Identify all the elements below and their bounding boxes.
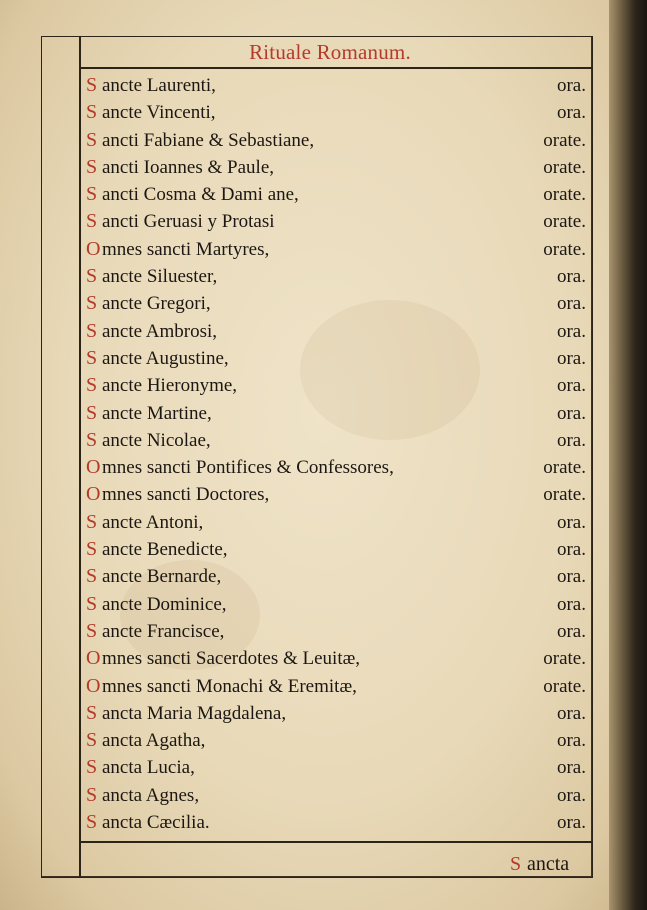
response-text: ora.	[556, 102, 586, 124]
response-text: ora.	[556, 347, 586, 369]
invocation-text: ancte Vincenti,	[102, 102, 216, 124]
invocation-text: ancti Fabiane & Sebastiane,	[102, 129, 315, 151]
response-text: ora.	[556, 812, 586, 834]
running-head: Rituale Romanum.	[249, 40, 411, 64]
rubric-initial: S	[86, 510, 98, 533]
litany-entry	[86, 782, 586, 809]
response-text: ora.	[556, 730, 586, 752]
rubric-initial: S	[86, 265, 98, 288]
invocation-text: ancti Ioannes & Paule,	[102, 156, 275, 178]
rubric-initial: S	[86, 619, 98, 642]
invocation-text: ancte Gregori,	[102, 293, 211, 315]
litany-entry	[86, 263, 586, 290]
rubric-initial: S	[86, 811, 98, 834]
response-text: orate.	[543, 184, 586, 206]
invocation-text: mnes sancti Doctores,	[102, 484, 270, 506]
litany-entry	[86, 290, 586, 317]
litany-entry	[86, 372, 586, 399]
litany-entry	[86, 236, 586, 263]
book-gutter	[609, 0, 647, 910]
litany-entry	[86, 536, 586, 563]
rubric-initial: S	[86, 592, 98, 615]
invocation-text: ancte Antoni,	[102, 511, 204, 533]
response-text: ora.	[556, 702, 586, 724]
invocation-text: ancti Geruasi y Protasi	[102, 211, 275, 233]
response-text: ora.	[556, 429, 586, 451]
invocation-text: ancte Martine,	[102, 402, 212, 424]
litany-entry	[86, 99, 586, 126]
catchword-initial: S	[510, 853, 522, 875]
rubric-initial: S	[86, 155, 98, 178]
litany-entry	[86, 318, 586, 345]
invocation-text: mnes sancti Monachi & Eremitæ,	[102, 675, 357, 697]
response-text: orate.	[543, 675, 586, 697]
rubric-initial: S	[86, 756, 98, 779]
invocation-text: mnes sancti Pontifices & Confessores,	[102, 457, 394, 479]
litany-entry	[86, 72, 586, 99]
invocation-text: ancte Augustine,	[102, 347, 229, 369]
response-text: ora.	[556, 566, 586, 588]
invocation-text: ancte Dominice,	[102, 593, 227, 615]
invocation-text: ancte Nicolae,	[102, 429, 211, 451]
response-text: orate.	[543, 156, 586, 178]
invocation-text: mnes sancti Sacerdotes & Leuitæ,	[102, 648, 361, 670]
rubric-initial: S	[86, 319, 98, 342]
rubric-initial: S	[86, 729, 98, 752]
rubric-initial: S	[86, 101, 98, 124]
rubric-initial: S	[86, 74, 98, 96]
rubric-initial: O	[86, 483, 101, 506]
rubric-initial: S	[86, 565, 98, 588]
invocation-text: mnes sancti Martyres,	[102, 238, 270, 260]
litany-entry	[86, 645, 586, 672]
invocation-text: ancte Hieronyme,	[102, 375, 238, 397]
litany-entry	[86, 754, 586, 781]
litany-list	[86, 72, 586, 836]
rubric-initial: O	[86, 647, 101, 670]
litany-entry	[86, 727, 586, 754]
response-text: ora.	[556, 266, 586, 288]
rubric-initial: O	[86, 237, 101, 260]
response-text: ora.	[556, 784, 586, 806]
litany-entry	[86, 181, 586, 208]
rubric-initial: S	[86, 128, 98, 151]
response-text: orate.	[543, 238, 586, 260]
header-rule	[79, 67, 593, 69]
response-text: ora.	[556, 757, 586, 779]
rubric-initial: S	[86, 210, 98, 233]
invocation-text: ancte Bernarde,	[102, 566, 222, 588]
response-text: orate.	[543, 648, 586, 670]
response-text: ora.	[556, 402, 586, 424]
footer-rule	[79, 841, 593, 843]
litany-entry	[86, 591, 586, 618]
invocation-text: ancte Benedicte,	[102, 539, 228, 561]
litany-entry	[86, 154, 586, 181]
litany-entry	[86, 563, 586, 590]
litany-entry	[86, 700, 586, 727]
response-text: ora.	[556, 511, 586, 533]
rubric-initial: O	[86, 674, 101, 697]
litany-entry	[86, 400, 586, 427]
response-text: ora.	[556, 75, 586, 96]
litany-entry	[86, 208, 586, 235]
catchword	[510, 853, 569, 876]
invocation-text: ancte Francisce,	[102, 620, 225, 642]
invocation-text: ancti Cosma & Dami ane,	[102, 184, 299, 206]
invocation-text: ancte Laurenti,	[102, 75, 216, 96]
rubric-initial: S	[86, 292, 98, 315]
litany-entry	[86, 809, 586, 836]
rubric-initial: S	[86, 346, 98, 369]
response-text: ora.	[556, 293, 586, 315]
invocation-text: ancta Maria Magdalena,	[102, 702, 287, 724]
rubric-initial: S	[86, 701, 98, 724]
response-text: orate.	[543, 211, 586, 233]
rubric-initial: S	[86, 428, 98, 451]
response-text: ora.	[556, 320, 586, 342]
rubric-initial: S	[86, 538, 98, 561]
catchword-text: ancta	[527, 853, 570, 875]
response-text: ora.	[556, 593, 586, 615]
litany-entry	[86, 481, 586, 508]
rubric-initial: S	[86, 183, 98, 206]
response-text: ora.	[556, 539, 586, 561]
invocation-text: ancta Agatha,	[102, 730, 206, 752]
litany-entry	[86, 673, 586, 700]
litany-entry	[86, 345, 586, 372]
rubric-initial: S	[86, 401, 98, 424]
litany-entry	[86, 427, 586, 454]
litany-entry	[86, 127, 586, 154]
rubric-initial: O	[86, 456, 101, 479]
response-text: orate.	[543, 484, 586, 506]
invocation-text: ancte Siluester,	[102, 266, 218, 288]
invocation-text: ancta Cæcilia.	[102, 812, 210, 834]
invocation-text: ancte Ambrosi,	[102, 320, 218, 342]
litany-entry	[86, 454, 586, 481]
invocation-text: ancta Agnes,	[102, 784, 200, 806]
initials-column-rule	[79, 36, 81, 878]
response-text: orate.	[543, 457, 586, 479]
litany-entry	[86, 618, 586, 645]
response-text: ora.	[556, 620, 586, 642]
response-text: ora.	[556, 375, 586, 397]
response-text: orate.	[543, 129, 586, 151]
rubric-initial: S	[86, 783, 98, 806]
rubric-initial: S	[86, 374, 98, 397]
litany-entry	[86, 509, 586, 536]
invocation-text: ancta Lucia,	[102, 757, 195, 779]
